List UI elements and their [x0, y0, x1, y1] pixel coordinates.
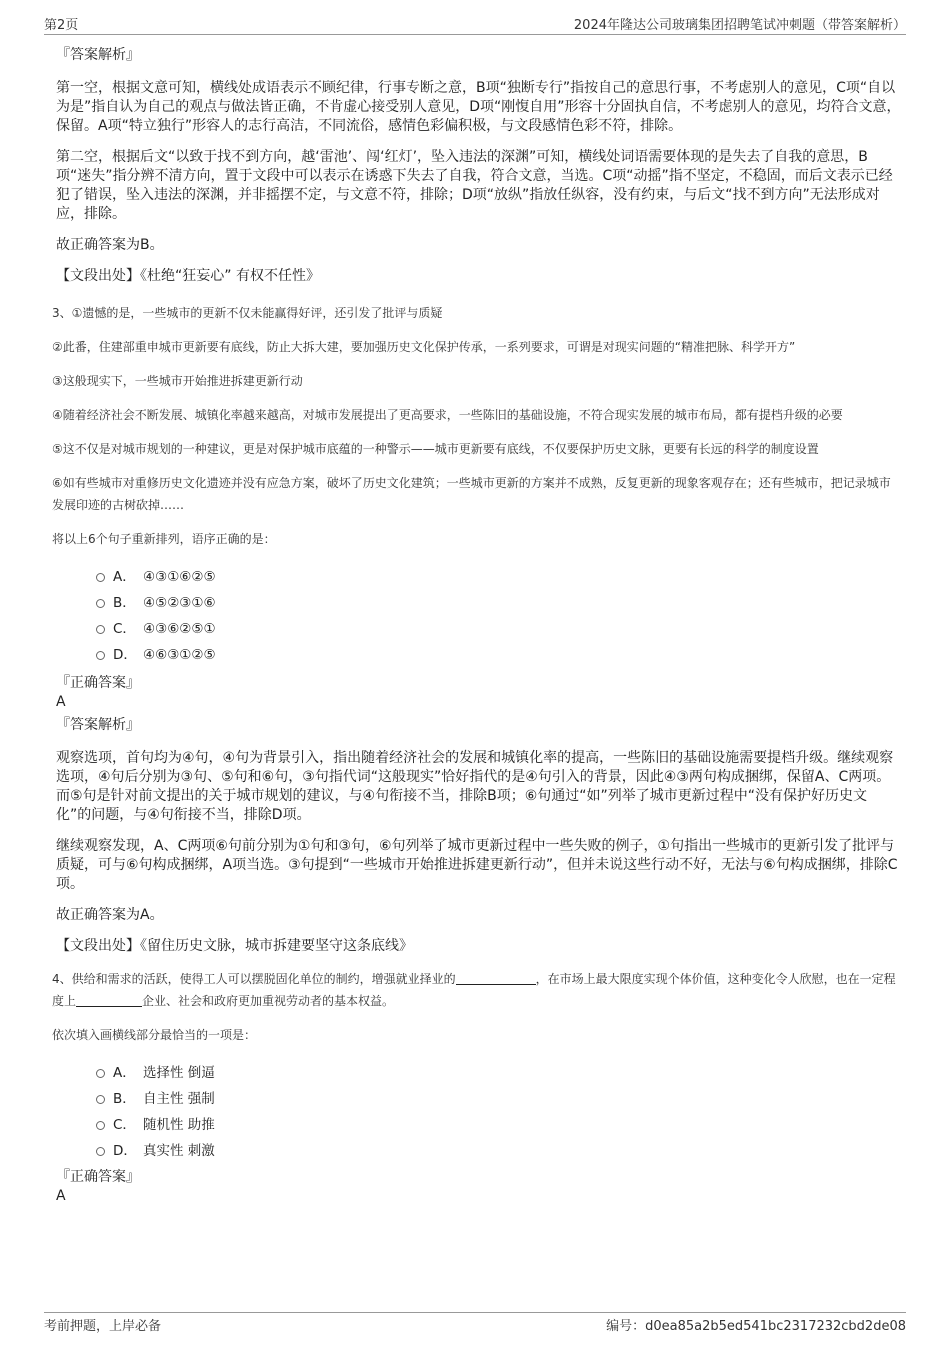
footer-slogan: 考前押题，上岸必备 — [44, 1319, 162, 1334]
q4-blank-1 — [456, 972, 536, 985]
q3-sentence-3: ③这般现实下，一些城市开始推进拆建更新行动 — [52, 374, 303, 388]
radio-icon[interactable] — [96, 651, 105, 660]
q4-option-b[interactable]: B． 自主性 强制 — [96, 1086, 902, 1112]
q4-options — [96, 1060, 902, 1164]
radio-icon[interactable] — [96, 1095, 105, 1104]
q3-answer: A — [56, 694, 66, 710]
q2-analysis-paragraph-2: 第二空，根据后文“以致于找不到方向，越‘雷池’、闯‘红灯’，坠入违法的深渊”可知，横线处词语需要体现的是失去了自我的意思，B项“迷失”指分辨不清方向，置于文段中可以表示在诱惑下失去了自我，符合文意，当选。C项“动摇”指不坚定，不稳固，而后文表示已经犯了错误，坠入违法的深渊，并非摇摆不定，与文意不符，排除；D项“放纵”指放任纵容，没有约束，与后文“找不到方向”无法形成对应，排除。 — [56, 149, 893, 222]
q4-option-d[interactable]: D． 真实性 刺激 — [96, 1138, 902, 1164]
q3-prompt: 将以上6个句子重新排列，语序正确的是： — [52, 532, 276, 546]
q3-options — [96, 564, 902, 668]
q3-conclusion: 故正确答案为A。 — [56, 907, 164, 923]
q3-option-b[interactable]: B． ④⑤②③①⑥ — [96, 590, 902, 616]
page-number: 第2页 — [44, 18, 79, 33]
q4-prompt: 依次填入画横线部分最恰当的一项是： — [52, 1028, 257, 1042]
q4-option-c[interactable]: C． 随机性 助推 — [96, 1112, 902, 1138]
document-title: 2024年隆达公司玻璃集团招聘笔试冲刺题（带答案解析） — [573, 18, 906, 33]
q3-sentence-4: ④随着经济社会不断发展、城镇化率越来越高，对城市发展提出了更高要求，一些陈旧的基础设施，不符合现实发展的城市布局，都有提档升级的必要 — [52, 408, 843, 422]
page-footer — [44, 1312, 906, 1333]
q3-sentence-1: 3、①遗憾的是，一些城市的更新不仅未能赢得好评，还引发了批评与质疑 — [52, 306, 443, 320]
q4-option-a[interactable]: A． 选择性 倒逼 — [96, 1060, 902, 1086]
q3-analysis-paragraph-1: 观察选项，首句均为④句，④句为背景引入，指出随着经济社会的发展和城镇化率的提高，一些陈旧的基础设施需要提档升级。继续观察选项，④句后分别为③句、⑤句和⑥句，③句指代词“这般现实”恰好指代的是④句引入的背景，因此④③两句构成捆绑，保留A、C两项。而⑤句是针对前文提出的关于城市规划的建议，与④句衔接不当，排除B项；⑥句通过“如”列举了城市更新过程中“没有保护好历史文化”的问题，与④句衔接不当，排除D项。 — [56, 750, 894, 823]
q3-sentence-5: ⑤这不仅是对城市规划的一种建议，更是对保护城市底蕴的一种警示——城市更新要有底线，不仅要保护历史文脉，更要有长远的科学的制度设置 — [52, 442, 819, 456]
radio-icon[interactable] — [96, 573, 105, 582]
radio-icon[interactable] — [96, 625, 105, 634]
q3-sentence-2: ②此番，住建部重申城市更新要有底线，防止大拆大建，要加强历史文化保护传承，一系列要求，可谓是对现实问题的“精准把脉、科学开方” — [52, 340, 796, 354]
q2-source: 【文段出处】《杜绝“狂妄心” 有权不任性》 — [56, 268, 320, 284]
q3-option-c[interactable]: C． ④③⑥②⑤① — [96, 616, 902, 642]
q4-blank-2 — [76, 994, 142, 1007]
radio-icon[interactable] — [96, 1147, 105, 1156]
radio-icon[interactable] — [96, 599, 105, 608]
q2-analysis-paragraph-1: 第一空，根据文意可知，横线处成语表示不顾纪律，行事专断之意，B项“独断专行”指按自己的意思行事，不考虑别人的意见，C项“自以为是”指自认为自己的观点与做法皆正确，不肯虚心接受别人意见，D项“刚愎自用”形容十分固执自信，不考虑别人的意见，均符合文意，保留。A项“特立独行”形容人的志行高洁，不同流俗，感情色彩偏积极，与文段感情色彩不符，排除。 — [56, 80, 901, 134]
q4-stem: 4、供给和需求的活跃，使得工人可以摆脱固化单位的制约，增强就业择业的 ，在市场上最大限度实现个体价值，这种变化令人欣慰，也在一定程度上 企业、社会和政府更加重视劳动者的基本权益。 — [52, 972, 896, 1008]
q2-analysis-heading: 『答案解析』 — [56, 47, 140, 63]
q2-conclusion: 故正确答案为B。 — [56, 237, 164, 253]
q4-answer: A — [56, 1188, 66, 1204]
q3-analysis-heading: 『答案解析』 — [56, 717, 140, 733]
q3-source: 【文段出处】《留住历史文脉，城市拆建要坚守这条底线》 — [56, 938, 413, 954]
radio-icon[interactable] — [96, 1121, 105, 1130]
q3-answer-heading: 『正确答案』 — [56, 675, 140, 691]
q3-option-d[interactable]: D． ④⑥③①②⑤ — [96, 642, 902, 668]
page-header — [44, 12, 906, 35]
q3-option-a[interactable]: A． ④③①⑥②⑤ — [96, 564, 902, 590]
document-id: 编号：d0ea85a2b5ed541bc2317232cbd2de08 — [606, 1319, 906, 1334]
page-content — [52, 44, 902, 1206]
q3-analysis-paragraph-2: 继续观察发现，A、C两项⑥句前分别为①句和③句，⑥句列举了城市更新过程中一些失败的例子，①句指出一些城市的更新引发了批评与质疑，可与⑥句构成捆绑，A项当选。③句提到“一些城市开始推进拆建更新行动”，但并未说这些行动不好，无法与⑥句构成捆绑，排除C项。 — [56, 838, 898, 892]
radio-icon[interactable] — [96, 1069, 105, 1078]
q4-answer-heading: 『正确答案』 — [56, 1169, 140, 1185]
q3-sentence-6: ⑥如有些城市对重修历史文化遗迹并没有应急方案，破坏了历史文化建筑；一些城市更新的方案并不成熟，反复更新的现象客观存在；还有些城市，把记录城市发展印迹的古树砍掉…… — [52, 476, 891, 512]
